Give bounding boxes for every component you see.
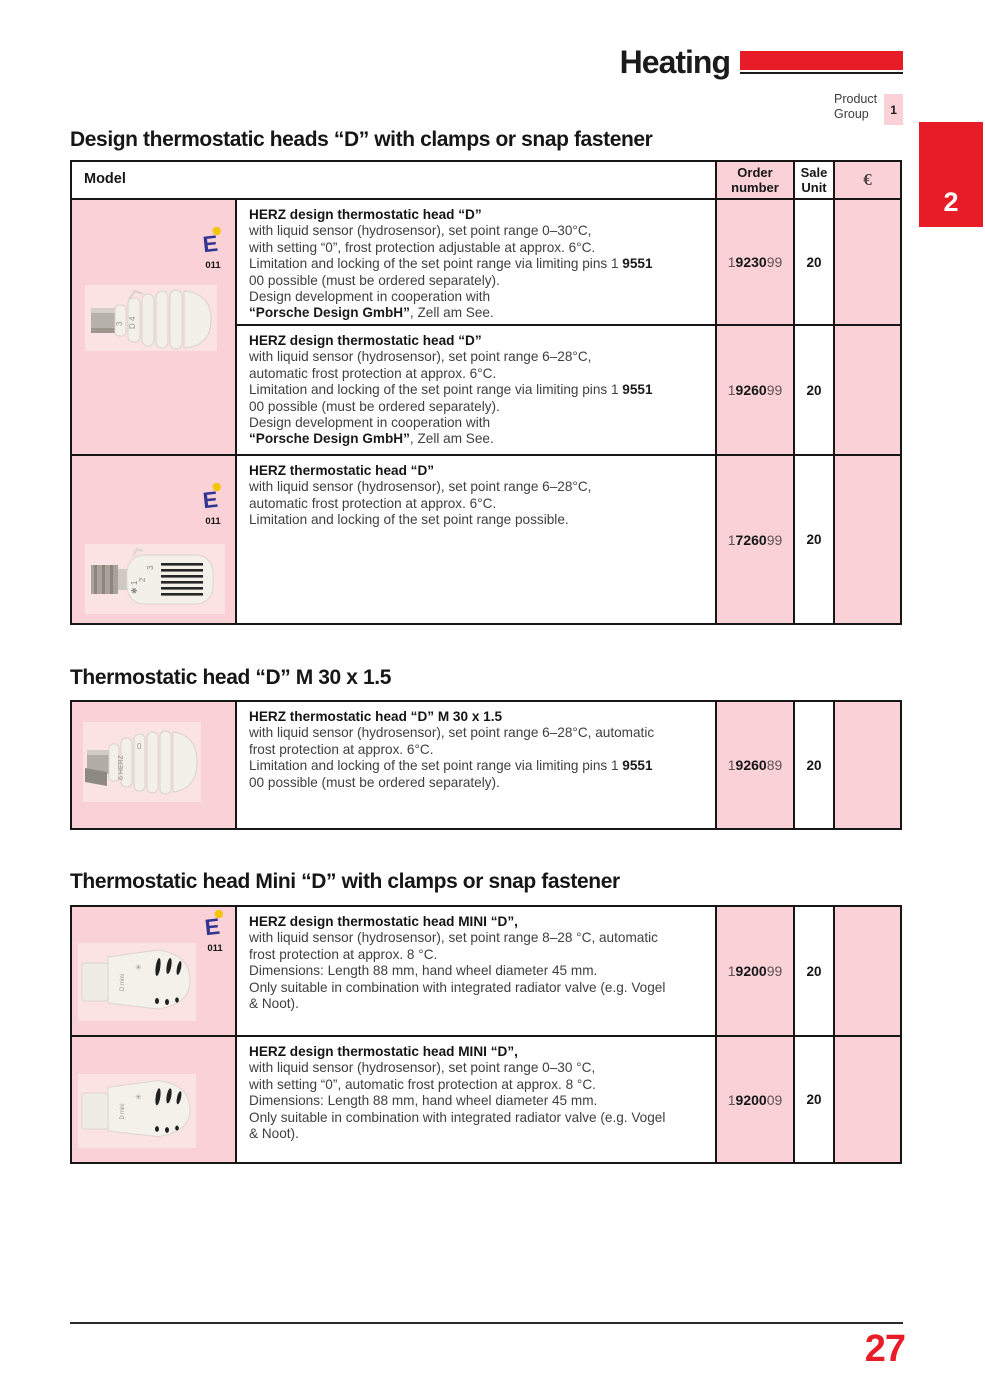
chapter-tab: 2 [919,122,983,227]
sale-unit-cell: 20 [793,907,833,1035]
order-header-line2: number [731,180,779,195]
section-heading-design-heads: Design thermostatic heads “D” with clamps or snap fastener [70,128,653,151]
page-number: 27 [864,1328,905,1370]
svg-text:E: E [202,486,220,512]
mini-head-photo [78,943,196,1021]
header-red-bar [740,51,903,74]
product-description [235,907,715,1035]
thermostatic-head-photo [85,544,225,614]
svg-text:D 4: D 4 [128,316,137,329]
product-title: HERZ design thermostatic head “D” [249,207,482,222]
red-bar [740,51,903,70]
product-group-label-line1: Product [834,92,878,106]
mini-head-photo [78,1074,196,1148]
price-cell [833,198,900,324]
page-header [70,44,903,81]
sale-unit-cell: 20 [793,198,833,324]
footer-rule [70,1322,903,1324]
order-number-cell: 1 9260 99 [715,324,793,454]
page-title: Heating [619,44,730,80]
sale-header-line1: Sale [800,165,828,180]
approval-badge-number: 011 [207,943,223,954]
product-description [235,454,715,623]
table-mini-heads [70,905,902,1164]
product-description-lines: with liquid sensor (hydrosensor), set point range 6–28°C, automatic frost protection at approx. 6°C. Limitation and locking of the set point range via limiting pins 1 9551 00 possible (must be ordered separately). [249,725,655,790]
product-photo-cell [72,702,235,828]
order-header-line1: Order [737,165,773,180]
column-header-euro: € [833,162,900,198]
price-cell [833,702,900,828]
product-photo-cell [72,907,235,1035]
product-photo-cell [72,198,235,454]
svg-text:3: 3 [146,565,155,570]
order-number-cell: 1 9200 09 [715,1035,793,1162]
column-header-sale-unit [793,162,833,198]
product-description [235,324,715,454]
svg-text:✳: ✳ [135,1092,142,1102]
product-group-label [834,92,877,125]
product-title: HERZ design thermostatic head “D” [249,333,482,348]
sale-unit-cell: 20 [793,1035,833,1162]
svg-text:D mini: D mini [120,973,126,991]
approval-badge-icon [202,482,224,512]
order-number-cell: 1 9260 89 [715,702,793,828]
product-description [235,198,715,324]
price-cell [833,1035,900,1162]
product-description [235,702,715,828]
product-description-lines: with liquid sensor (hydrosensor), set point range 6–28°C, automatic frost protection at approx. 6°C. Limitation and locking of the set point range possible. [249,479,592,528]
product-title: HERZ design thermostatic head MINI “D”, [249,914,518,929]
price-cell [833,907,900,1035]
svg-text:3: 3 [115,321,124,326]
svg-text:6 HERZ: 6 HERZ [118,755,125,780]
price-cell [833,324,900,454]
svg-text:E: E [204,913,222,939]
approval-badge-number: 011 [205,516,221,527]
approval-badge-number: 011 [205,260,221,271]
price-cell [833,454,900,623]
product-title: HERZ thermostatic head “D” M 30 x 1.5 [249,709,503,724]
product-group-label-line2: Group [834,107,869,121]
section-heading-m30: Thermostatic head “D” M 30 x 1.5 [70,666,391,689]
m30-head-photo [83,722,201,802]
approval-badge [201,909,229,953]
svg-text:D mini: D mini [119,1103,127,1120]
svg-text:2: 2 [138,577,147,582]
product-description-lines: with liquid sensor (hydrosensor), set point range 8–28 °C, automatic frost protection at approx. 8 °C. Dimensions: Length 88 mm, hand wheel diameter 45 mm. Only suitable in combination with integrated radiator valve (e.g. Vogel & Noot). [249,930,666,1012]
approval-badge [199,482,227,526]
approval-badge-icon [202,226,224,256]
sale-unit-cell: 20 [793,454,833,623]
order-number-cell: 1 9200 99 [715,907,793,1035]
column-header-model: Model [84,171,126,187]
svg-text:✳: ✳ [135,963,142,972]
product-description-lines: with liquid sensor (hydrosensor), set point range 0–30°C, with setting “0”, frost protection adjustable at approx. 6°C. Limitation and locking of the set point range via limiting pins 1 9551 00 possible (must be ordered separately). Design development in cooperation with “Porsche Design GmbH”, Zell am See. [249,223,653,321]
order-number-cell: 1 9230 99 [715,198,793,324]
header-rule [740,72,903,74]
svg-text:✱ 1: ✱ 1 [130,580,139,594]
column-header-order-number [715,162,793,198]
svg-text:E: E [202,230,220,256]
table-m30-head [70,700,902,830]
approval-badge-icon [204,909,226,939]
product-photo-cell [72,1035,235,1162]
product-description-lines: with liquid sensor (hydrosensor), set point range 0–30 °C, with setting “0”, automatic frost protection at approx. 8 °C. Dimensions: Length 88 mm, hand wheel diameter 45 mm. Only suitable in combination with integrated radiator valve (e.g. Vogel & Noot). [249,1060,666,1142]
table-design-heads [70,160,902,625]
product-title: HERZ design thermostatic head MINI “D”, [249,1044,518,1059]
section-heading-mini: Thermostatic head Mini “D” with clamps or snap fastener [70,870,620,893]
svg-text:0: 0 [137,742,142,751]
order-number-cell: 1 7260 99 [715,454,793,623]
product-group-number: 1 [884,94,903,125]
sale-unit-cell: 20 [793,702,833,828]
approval-badge [199,226,227,270]
sale-header-line2: Unit [801,180,827,195]
product-title: HERZ thermostatic head “D” [249,463,435,478]
product-photo-cell [72,454,235,623]
sale-unit-cell: 20 [793,324,833,454]
product-group-block [834,92,903,125]
design-head-photo [85,285,217,351]
product-description [235,1035,715,1162]
product-description-lines: with liquid sensor (hydrosensor), set point range 6–28°C, automatic frost protection at approx. 6°C. Limitation and locking of the set point range via limiting pins 1 9551 00 possible (must be ordered separately). Design development in cooperation with “Porsche Design GmbH”, Zell am See. [249,349,653,447]
